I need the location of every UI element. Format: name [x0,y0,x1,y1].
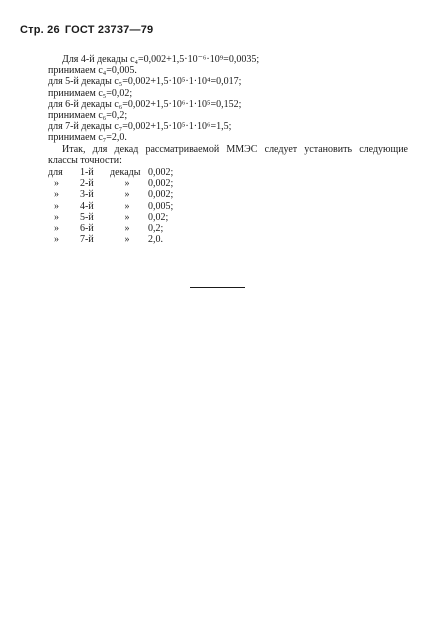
document-body [48,54,408,245]
decade-5-formula: для 5-й декады с₅=0,002+1,5·10⁵·1·10⁴=0,017; [48,76,242,88]
decade-7-formula: для 7-й декады с₇=0,002+1,5·10⁵·1·10⁶=1,5; [48,121,232,133]
page-number: Стр. 26 [20,24,60,36]
list-item: » 7-й » 2,0. [54,234,163,246]
standard-number: ГОСТ 23737—79 [64,24,154,36]
list-item: » 2-й » 0,002; [54,178,174,190]
page-header [20,24,158,36]
end-of-section-divider [190,287,245,289]
list-item: » 6-й » 0,2; [54,223,164,235]
conclusion-paragraph: Итак, для декад рассматриваемой ММЭС следует установить следующие [62,143,408,155]
list-item: » 3-й » 0,002; [54,189,174,201]
list-item: для 1-й декады 0,002; [48,167,174,179]
decade-4-accepted: принимаем с₄=0,005. [48,65,137,77]
conclusion-paragraph-end: классы точности: [48,154,122,166]
accuracy-classes-list [48,167,173,245]
decade-5-accepted: принимаем с₅=0,02; [48,87,133,99]
decade-6-formula: для 6-й декады с₆=0,002+1,5·10⁶·1·10⁵=0,152; [48,98,242,110]
decade-4-formula: Для 4-й декады с₄=0,002+1,5·10⁻⁶·10⁹=0,0035; [62,54,260,65]
decade-7-accepted: принимаем с₇=2,0. [48,132,127,144]
decade-6-accepted: принимаем с₆=0,2; [48,110,128,122]
list-item: » 5-й » 0,02; [54,211,169,223]
list-item: » 4-й » 0,005; [54,200,174,212]
